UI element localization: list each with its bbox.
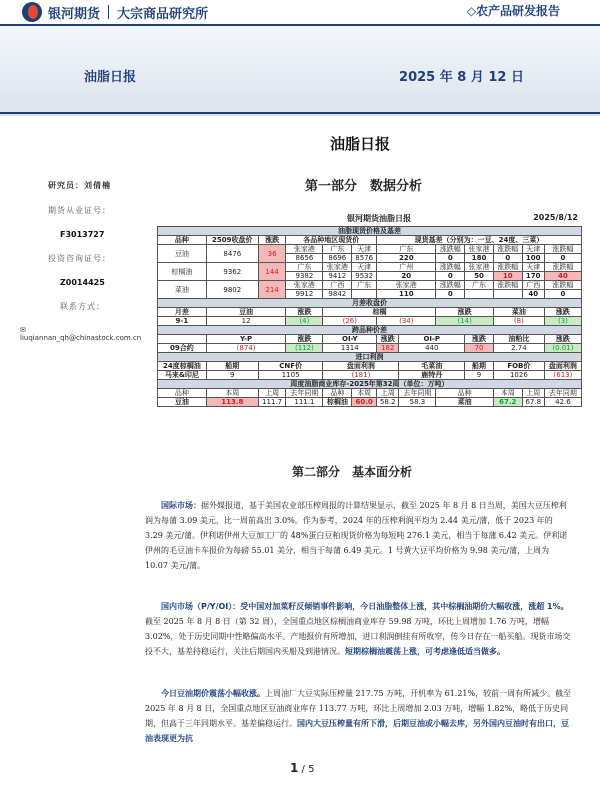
cell: 张家港	[323, 263, 352, 272]
report-type: ◇农产品研发报告	[466, 4, 560, 18]
cell: 8656	[286, 254, 323, 263]
table-row	[158, 371, 582, 380]
table-row	[158, 344, 582, 353]
cell: (34)	[377, 317, 436, 326]
cell: 鹿特丹	[399, 371, 465, 380]
divider	[108, 5, 109, 19]
table-row	[158, 245, 582, 254]
consult-value: Z0014425	[60, 278, 105, 287]
para-body: 据外媒报道，基于美国农业部压榨周报的计算结果显示，截至 2025 年 8 月 8 日当周，美国大豆压榨利润为每蒲 3.09 美元，比一周前高出 3.0%。作为参考，2024 年的压榨利润平均为 2.44 美元/蒲，低于 2023 年的 3.29 美元/蒲。伊利诺伊州大豆加工厂的 48%蛋白豆粕现货价格为每短吨 276.1 美元，相当于每蒲 6.42 美元。伊利诺伊州的毛豆油卡车报价为每磅 55.01 美分，相当于每蒲 6.49 美元。1 号黄大豆平均价格为 9.98 美元/蒲，上周为 10.07 美元/蒲。	[145, 501, 568, 570]
cell: 50	[465, 272, 494, 281]
cell: 180	[465, 254, 494, 263]
cell: 菜油	[158, 281, 207, 299]
cell: 豆油	[158, 245, 207, 263]
cell: 110	[377, 290, 436, 299]
cell: 上周	[522, 389, 544, 398]
brand-logo	[22, 2, 208, 22]
cell: 182	[377, 344, 399, 353]
report-title: 油脂日报	[84, 70, 137, 85]
cell: 涨跌幅	[493, 263, 522, 272]
cell: 40	[522, 290, 544, 299]
cell: 涨跌幅	[544, 263, 581, 272]
cell: (613)	[544, 371, 581, 380]
top-bar	[0, 0, 600, 26]
cell: 菜油	[493, 308, 544, 317]
cell: 豆油	[206, 308, 286, 317]
cell: 涨跌幅	[436, 263, 465, 272]
col-close: 2509收盘价	[206, 236, 258, 245]
cell: 品种	[158, 389, 207, 398]
cell: 去年同期	[286, 389, 323, 398]
cell: 去年同期	[399, 389, 436, 398]
cell: 70	[465, 344, 494, 353]
cell: 10	[493, 272, 522, 281]
page-total: / 5	[301, 764, 315, 775]
cell: (14)	[436, 317, 493, 326]
page-current: 1	[290, 761, 299, 775]
cell: 豆油	[158, 398, 207, 407]
cell: (26)	[323, 317, 377, 326]
cell: 棕榈油	[158, 263, 207, 281]
cell: (181)	[323, 371, 399, 380]
cell: 船期	[206, 362, 258, 371]
cell: 马来&印尼	[158, 371, 207, 380]
cell: OI-Y	[323, 335, 377, 344]
researcher-label: 研究员：刘倩楠	[48, 181, 111, 190]
cell: 涨跌	[436, 308, 493, 317]
cell: (8)	[493, 317, 544, 326]
cell: 张家港	[465, 245, 494, 254]
cell: 113.8	[206, 398, 258, 407]
cell: 涨跌	[286, 308, 323, 317]
cell: 天津	[522, 263, 544, 272]
para-head: 今日豆油期价震荡小幅收涨。	[161, 689, 265, 698]
col-basis: 现货基差（分别为：一豆、24度、三菜）	[377, 236, 582, 245]
cell: 9-1	[158, 317, 207, 326]
cell: 涨跌	[544, 335, 581, 344]
cell: 广东	[465, 281, 494, 290]
cell: 油粕比	[493, 335, 544, 344]
cell: 9802	[206, 281, 258, 299]
cell: 40	[544, 272, 581, 281]
table-row	[158, 263, 582, 272]
cell: 111.7	[258, 398, 286, 407]
email-link[interactable]: liuqiannan_qh@chinastock.com.cn	[20, 334, 142, 342]
table-row	[158, 398, 582, 407]
sidebar	[20, 180, 142, 356]
table-row	[158, 317, 582, 326]
cell: 张家港	[286, 281, 323, 290]
cell: (3)	[544, 317, 581, 326]
cell: 111.1	[286, 398, 323, 407]
cell: (4)	[286, 317, 323, 326]
cell: 盘面利润	[544, 362, 581, 371]
cell: 24度棕榈油	[158, 362, 207, 371]
cell: 广西	[522, 281, 544, 290]
cell: 张家港	[465, 263, 494, 272]
cell: 棕榈油	[323, 398, 352, 407]
cell: 0	[436, 290, 465, 299]
cell: OI-P	[399, 335, 465, 344]
cell: 0	[436, 254, 465, 263]
section-spread: 月差收盘价	[158, 299, 582, 308]
cell: 张家港	[377, 281, 436, 290]
cell: 天津	[522, 245, 544, 254]
table-row	[158, 362, 582, 371]
col-region: 各品种地区现货价	[286, 236, 377, 245]
doc-title: 油脂日报	[330, 135, 391, 153]
contact-label: 联系方式：	[60, 302, 105, 311]
cell: 12	[206, 317, 286, 326]
cell: 9912	[286, 290, 323, 299]
cert-label: 期货从业证号：	[48, 206, 111, 215]
email-icon: ✉	[20, 326, 26, 334]
cell: 天津	[352, 245, 377, 254]
paragraph-soy	[145, 686, 572, 746]
section-cross: 跨品种价差	[158, 326, 582, 335]
cell: 8576	[352, 254, 377, 263]
cell: 9	[206, 371, 258, 380]
cell: 涨跌幅	[436, 281, 465, 290]
paragraph-international	[145, 498, 572, 573]
cell: 上周	[377, 389, 399, 398]
cell: CNF价	[258, 362, 323, 371]
cell: 本周	[352, 389, 377, 398]
cell: 品种	[436, 389, 493, 398]
cell: 菜油	[436, 398, 493, 407]
section-stock: 周度油脂商业库存-2025年第32周（单位：万吨）	[158, 380, 582, 389]
cell: (112)	[286, 344, 323, 353]
cell: (874)	[206, 344, 286, 353]
cell: Y-P	[206, 335, 286, 344]
cell: 214	[258, 281, 286, 299]
cell: 品种	[323, 389, 352, 398]
cell: 广州	[377, 263, 436, 272]
cell: 本周	[493, 389, 522, 398]
section-heading-1: 第一部分 数据分析	[305, 179, 423, 194]
table-row	[158, 308, 582, 317]
cell	[352, 290, 377, 299]
cell: 42.6	[544, 398, 581, 407]
cell: 0	[493, 254, 522, 263]
cell: 0	[544, 254, 581, 263]
cell: FOB价	[493, 362, 544, 371]
cell: 58.2	[377, 398, 399, 407]
cell: 本周	[206, 389, 258, 398]
para-head: 国内市场（P/Y/OI）：受中国对加菜籽反倾销事件影响，今日油脂整体上涨，其中棕榈油期价大幅收涨，涨超 1%。	[161, 602, 569, 611]
cell: 144	[258, 263, 286, 281]
section-spot: 油脂现货价格及基差	[158, 227, 582, 236]
cell: 67.8	[522, 398, 544, 407]
page-number	[290, 761, 314, 775]
cell: 天津	[352, 263, 377, 272]
para-body: 截至 2025 年 8 月 8 日（第 32 周），全国重点地区棕榈油商业库存 59.98 万吨，环比上周增加 1.76 万吨，增幅 3.02%，处于历史同期中性略偏高水平。产地报价有所增加，进口利润倒挂有所收窄，传今日存在一船买船。现货市场交投不大，基差持稳运行，关注后期国内买船及到港情况。	[145, 617, 571, 656]
cell: 1314	[323, 344, 377, 353]
table-row	[158, 335, 582, 344]
consult-label: 投资咨询证号：	[48, 254, 111, 263]
para-head: 国际市场：	[161, 501, 201, 510]
para-tail: 短期棕榈油震荡上涨，可考虑逢低适当做多。	[345, 647, 505, 656]
cell: 涨跌幅	[436, 245, 465, 254]
paragraph-domestic	[145, 599, 572, 659]
cell: 1026	[493, 371, 544, 380]
cell: 20	[377, 272, 436, 281]
section-heading-2: 第二部分 基本面分析	[292, 465, 413, 479]
cell: 月差	[158, 308, 207, 317]
cell: 67.2	[493, 398, 522, 407]
cell: 2.74	[493, 344, 544, 353]
cell: 220	[377, 254, 436, 263]
cell: 9412	[323, 272, 352, 281]
cell: 广西	[323, 281, 352, 290]
cell: 9382	[286, 272, 323, 281]
section-import: 进口利润	[158, 353, 582, 362]
cell: 涨跌幅	[544, 245, 581, 254]
cell	[465, 290, 494, 299]
cell: 170	[522, 272, 544, 281]
para-body: 上周油厂大豆实际压榨量 217.75 万吨，开机率为 61.21%，较前一周有所减少。截至 2025 年 8 月 8 日，全国重点地区豆油商业库存 113.77 万吨，环比上周增加 2.03 万吨，增幅 1.82%，略低于历史同期，但高于三年同期水平。基差偏稳运行。	[145, 689, 572, 728]
table-date: 2025/8/12	[533, 213, 578, 222]
cell: 广东	[286, 263, 323, 272]
brand-name: 银河期货	[48, 6, 101, 22]
cell: 9842	[323, 290, 352, 299]
cell: 张家港	[286, 245, 323, 254]
cell: 船期	[465, 362, 494, 371]
report-date: 2025 年 8 月 12 日	[399, 70, 524, 85]
cell: 去年同期	[544, 389, 581, 398]
cell: 9	[465, 371, 494, 380]
cell: 上周	[258, 389, 286, 398]
cell: 9362	[206, 263, 258, 281]
cell: 8696	[323, 254, 352, 263]
table-title: 银河期货油脂日报	[347, 214, 411, 223]
cell: 36	[258, 245, 286, 263]
cell: 0	[544, 290, 581, 299]
cell: 100	[522, 254, 544, 263]
para-tail: 国内大豆压榨量有所下滑，后期豆油或小幅去库，另外国内豆油时有出口，豆油表现更为抗	[145, 719, 569, 743]
cell: 涨跌幅	[493, 281, 522, 290]
table-row	[158, 389, 582, 398]
cell: 涨跌	[544, 308, 581, 317]
cell: 8476	[206, 245, 258, 263]
cell: 盘面利润	[323, 362, 399, 371]
cell: 广东	[323, 245, 352, 254]
cert-value: F3013727	[60, 230, 105, 239]
cell: 1105	[258, 371, 323, 380]
cell: 440	[399, 344, 465, 353]
cell	[493, 290, 522, 299]
cell: 棕榈	[323, 308, 436, 317]
cell: 毛菜油	[399, 362, 465, 371]
cell: 广东	[377, 245, 436, 254]
cell: 60.0	[352, 398, 377, 407]
col-change: 涨跌	[258, 236, 286, 245]
cell: 涨跌	[465, 335, 494, 344]
cell: (0.01)	[544, 344, 581, 353]
cell: 涨跌	[286, 335, 323, 344]
cell: 58.3	[399, 398, 436, 407]
header-band	[0, 26, 600, 116]
cell: 9532	[352, 272, 377, 281]
data-table	[157, 213, 582, 407]
cell: 0	[436, 272, 465, 281]
logo-icon	[22, 2, 42, 22]
header-rule	[0, 112, 600, 114]
cell: 09合约	[158, 344, 207, 353]
institute-name: 大宗商品研究所	[117, 6, 209, 22]
cell: 涨跌幅	[544, 281, 581, 290]
cell: 广东	[352, 281, 377, 290]
col-variety: 品种	[158, 236, 207, 245]
table-row	[158, 281, 582, 290]
cell: 涨跌	[377, 335, 399, 344]
cell: 涨跌幅	[493, 245, 522, 254]
